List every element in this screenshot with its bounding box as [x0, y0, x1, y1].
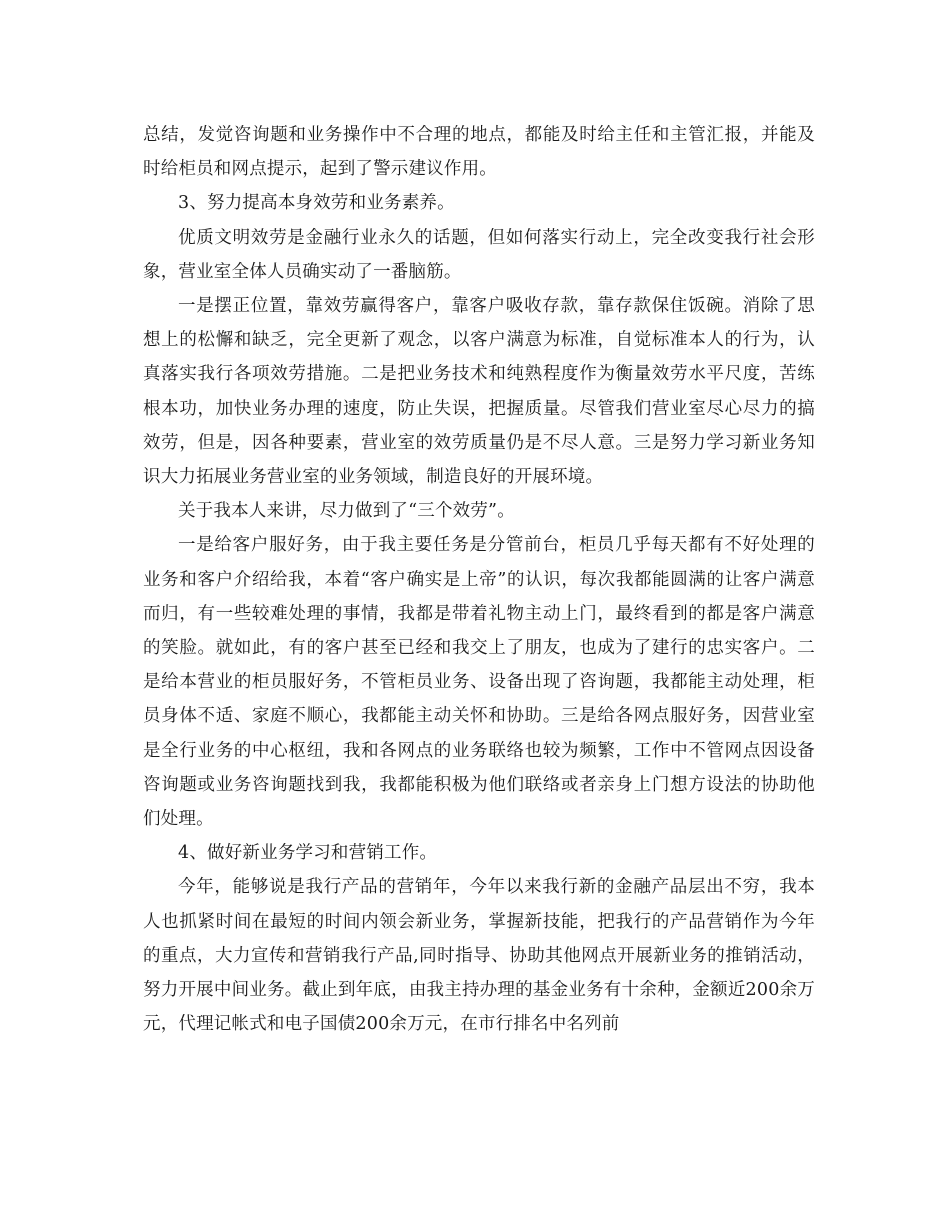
paragraph-heading-3: 3、努力提高本身效劳和业务素养。: [178, 193, 455, 214]
document-body: [143, 118, 815, 1041]
paragraph-three-services-detail: 一是给客户服好务，由于我主要任务是分管前台，柜员几乎每天都有不好处理的业务和客户介绍给我，本着“客户确实是上帝”的认识，每次我都能圆满的让客户满意而归，有一些较难处理的事情，我都是带着礼物主动上门，最终看到的都是客户满意的笑脸。就如此，有的客户甚至已经和我交上了朋友，也成为了建行的忠实客户。二是给本营业的柜员服好务，不管柜员业务、设备出现了咨询题，我都能主动处理，柜员身体不适、家庭不顺心，我都能主动关怀和协助。三是给各网点服好务，因营业室是全行业务的中心枢纽，我和各网点的业务联络也较为频繁，工作中不管网点因设备咨询题或业务咨询题找到我，我都能积极为他们联络或者亲身上门想方设法的协助他们处理。: [143, 535, 815, 830]
paragraph-marketing: 今年，能够说是我行产品的营销年，今年以来我行新的金融产品层出不穷，我本人也抓紧时间在最短的时间内领会新业务，掌握新技能，把我行的产品营销作为今年的重点，大力宣传和营销我行产品,同时指导、协助其他网点开展新业务的推销活动，努力开展中间业务。截止到年底，由我主持办理的基金业务有十余种，金额近200余万元，代理记帐式和电子国债200余万元，在市行排名中名列前: [143, 877, 815, 1035]
paragraph-three-services-intro: 关于我本人来讲，尽力做到了“三个效劳”。: [178, 501, 515, 522]
paragraph-quality-service: 优质文明效劳是金融行业永久的话题，但如何落实行动上，完全改变我行社会形象，营业室全体人员确实动了一番脑筋。: [143, 227, 815, 282]
paragraph-summary-continued: 总结，发觉咨询题和业务操作中不合理的地点，都能及时给主任和主管汇报，并能及时给柜员和网点提示，起到了警示建议作用。: [143, 125, 815, 180]
paragraph-heading-4: 4、做好新业务学习和营销工作。: [178, 843, 438, 864]
paragraph-service-measures: 一是摆正位置，靠效劳赢得客户，靠客户吸收存款，靠存款保住饭碗。消除了思想上的松懈和缺乏，完全更新了观念，以客户满意为标准，自觉标准本人的行为，认真落实我行各项效劳措施。二是把业务技术和纯熟程度作为衡量效劳水平尺度，苦练根本功，加快业务办理的速度，防止失误，把握质量。尽管我们营业室尽心尽力的搞效劳，但是，因各种要素，营业室的效劳质量仍是不尽人意。三是努力学习新业务知识大力拓展业务营业室的业务领域，制造良好的开展环境。: [143, 296, 815, 488]
